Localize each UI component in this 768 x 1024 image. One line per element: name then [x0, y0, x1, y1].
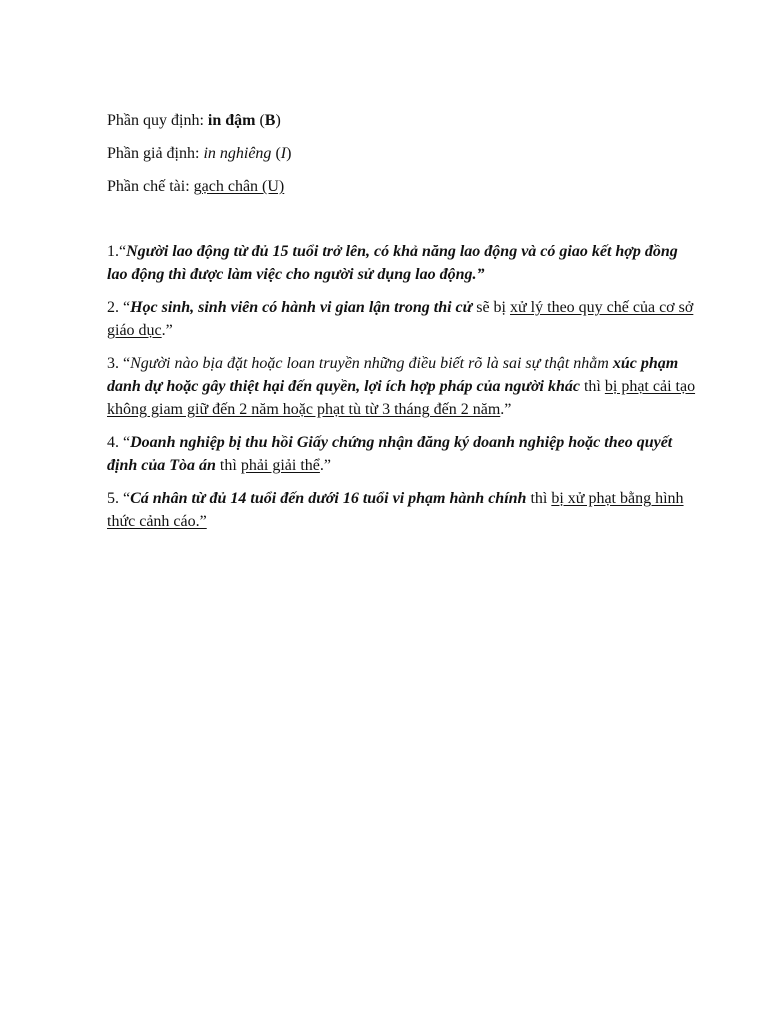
example-item-2 — [107, 296, 699, 342]
legend-rule-code: B — [264, 112, 276, 129]
example-item-4 — [107, 431, 699, 477]
example-item-1 — [107, 240, 699, 286]
item-4-sanction: phải giải thể — [240, 457, 320, 474]
item-1-rule: Người lao động từ đủ 15 tuổi trở lên, có khả năng lao động và có giao kết hợp đồng lao động thì được làm việc cho người sử dụng lao động.” — [107, 243, 678, 283]
legend-hypothesis-open: ( — [271, 145, 281, 162]
item-4-rule: Doanh nghiệp bị thu hồi Giấy chứng nhận đăng ký doanh nghiệp hoặc theo quyết định của Tòa án — [107, 434, 673, 474]
item-3-hypothesis: Người nào bịa đặt hoặc loan truyền những điều biết rõ là sai sự thật nhằm — [130, 355, 613, 372]
item-3-sanction: bị phạt cải tạo không giam giữ đến 2 năm hoặc phạt tù từ 3 tháng đến 2 năm — [107, 378, 696, 418]
formatting-legend — [107, 109, 699, 198]
example-item-5 — [107, 487, 699, 533]
legend-hypothesis-style: in nghiêng — [203, 145, 272, 162]
item-5-connector: thì — [526, 490, 552, 507]
legend-hypothesis — [107, 142, 699, 165]
legend-rule-close: ) — [275, 112, 281, 129]
legend-sanction-label: Phần chế tài: — [107, 178, 194, 195]
legend-rule — [107, 109, 699, 132]
item-2-end: .” — [161, 322, 173, 339]
legend-sanction-style: gạch chân (U) — [193, 178, 285, 195]
item-1-number: 1.“ — [107, 243, 127, 260]
legend-rule-open: ( — [255, 112, 265, 129]
item-4-number: 4. “ — [107, 434, 131, 451]
legend-sanction — [107, 175, 699, 198]
item-4-end: .” — [319, 457, 332, 474]
legend-hypothesis-label: Phần giả định: — [107, 145, 204, 162]
document-body — [107, 109, 699, 543]
item-3-rule: xúc phạm danh dự hoặc gây thiệt hại đến quyền, lợi ích hợp pháp của người khác — [107, 355, 679, 395]
item-3-connector: thì — [579, 378, 605, 395]
item-5-number: 5. “ — [107, 490, 131, 507]
legend-hypothesis-close: ) — [286, 145, 292, 162]
example-list — [107, 240, 699, 533]
item-3-end: .” — [500, 401, 512, 418]
item-4-connector: thì — [215, 457, 241, 474]
item-2-number: 2. “ — [107, 299, 131, 316]
example-item-3 — [107, 352, 699, 421]
legend-hypothesis-code: I — [280, 145, 287, 162]
item-5-rule: Cá nhân từ đủ 14 tuổi đến dưới 16 tuổi vi phạm hành chính — [130, 490, 527, 507]
item-2-connector: sẽ bị — [472, 299, 510, 316]
legend-rule-style: in đậm — [207, 112, 256, 129]
item-2-rule: Học sinh, sinh viên có hành vi gian lận trong thi cử — [130, 299, 473, 316]
item-2-sanction: xử lý theo quy chế của cơ sở giáo dục — [107, 299, 694, 339]
item-5-sanction: bị xử phạt bằng hình thức cảnh cáo.” — [107, 490, 684, 530]
legend-rule-label: Phần quy định: — [107, 112, 208, 129]
item-3-number: 3. “ — [107, 355, 131, 372]
